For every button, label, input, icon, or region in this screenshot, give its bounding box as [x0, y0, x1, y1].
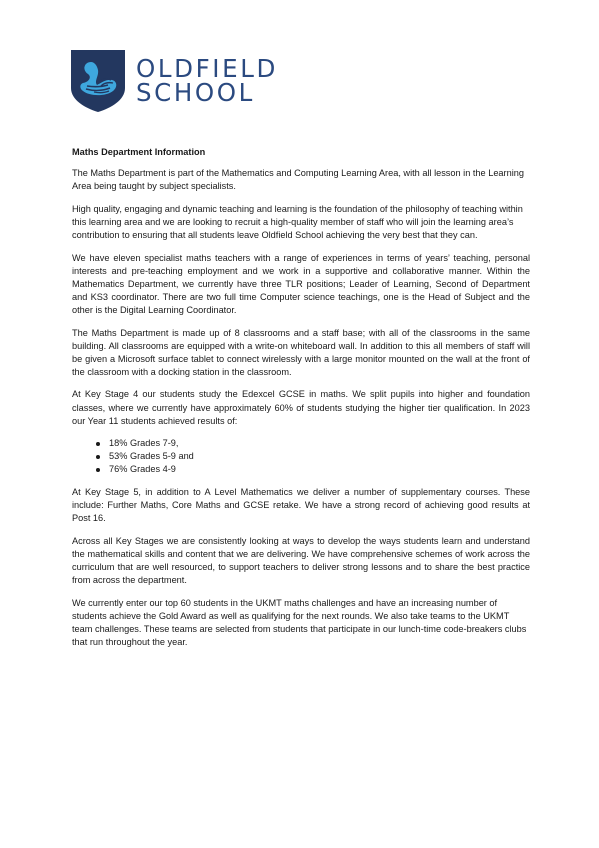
swan-crest-icon [71, 50, 125, 112]
list-item: 18% Grades 7-9, [96, 437, 530, 450]
paragraph-staff: We have eleven specialist maths teachers with a range of experiences in terms of years’ teaching, personal interests and pre-teaching employment and we work in a supportive and collaborative manner. Within the Mathematics Department, we currently have three TLR positions; Leader of Learning, Second of Department and KS3 coordinator. There are two full time Computer science teachings, one is the Head of Subject and the other is the Digital Learning Coordinator. [72, 252, 530, 315]
school-name-line1: OLDFIELD [136, 54, 278, 83]
school-name [136, 54, 278, 107]
paragraph-classrooms: The Maths Department is made up of 8 classrooms and a staff base; with all of the classrooms in the same building. All classrooms are equipped with a write-on whiteboard wall. In addition to this all members of staff will be given a Microsoft surface tablet to connect wirelessly with a large monitor mounted on the wall at the front of the classroom with a docking station in the classroom. [72, 327, 530, 377]
list-item: 76% Grades 4-9 [96, 463, 530, 476]
list-item: 53% Grades 5-9 and [96, 450, 530, 463]
paragraph-key-stage-4: At Key Stage 4 our students study the Edexcel GCSE in maths. We split pupils into higher and foundation classes, where we currently have approximately 60% of students studying the higher tier qualification. In 2023 our Year 11 students achieved results of: [72, 389, 530, 426]
grades-list [72, 437, 530, 476]
paragraph-ukmt: We currently enter our top 60 students in the UKMT maths challenges and have an increasing number of students achieve the Gold Award as well as qualifying for the next rounds. We also take teams to the UKMT team challenges. These teams are selected from students that participate in our lunch-time code-breakers clubs that run throughout the year. [72, 597, 527, 647]
paragraph-key-stage-5: At Key Stage 5, in addition to A Level Mathematics we deliver a number of supplementary courses. These include: Further Maths, Core Maths and GCSE retake. We have a strong record of achieving good results at Post 16. [72, 486, 530, 524]
document-title: Maths Department Information [72, 147, 206, 157]
paragraph-philosophy: High quality, engaging and dynamic teaching and learning is the foundation of the philosophy of teaching within this learning area and we are looking to recruit a high-quality member of staff who will join the learning area’s contribution to ensuring that all students leave Oldfield School achieving the very best that they can. [72, 203, 523, 240]
school-name-line2: SCHOOL [136, 78, 255, 107]
document-body [72, 146, 530, 659]
paragraph-all-key-stages: Across all Key Stages we are consistently looking at ways to develop the ways students learn and understand the mathematical skills and content that we are delivering. We have comprehensive schemes of work across the curriculum that are well resourced, to support teachers to deliver strong lessons and to share the best practice from across the department. [72, 535, 530, 586]
paragraph-intro: The Maths Department is part of the Mathematics and Computing Learning Area, with all lesson in the Learning Area being taught by subject specialists. [72, 168, 524, 192]
school-header [71, 50, 278, 112]
